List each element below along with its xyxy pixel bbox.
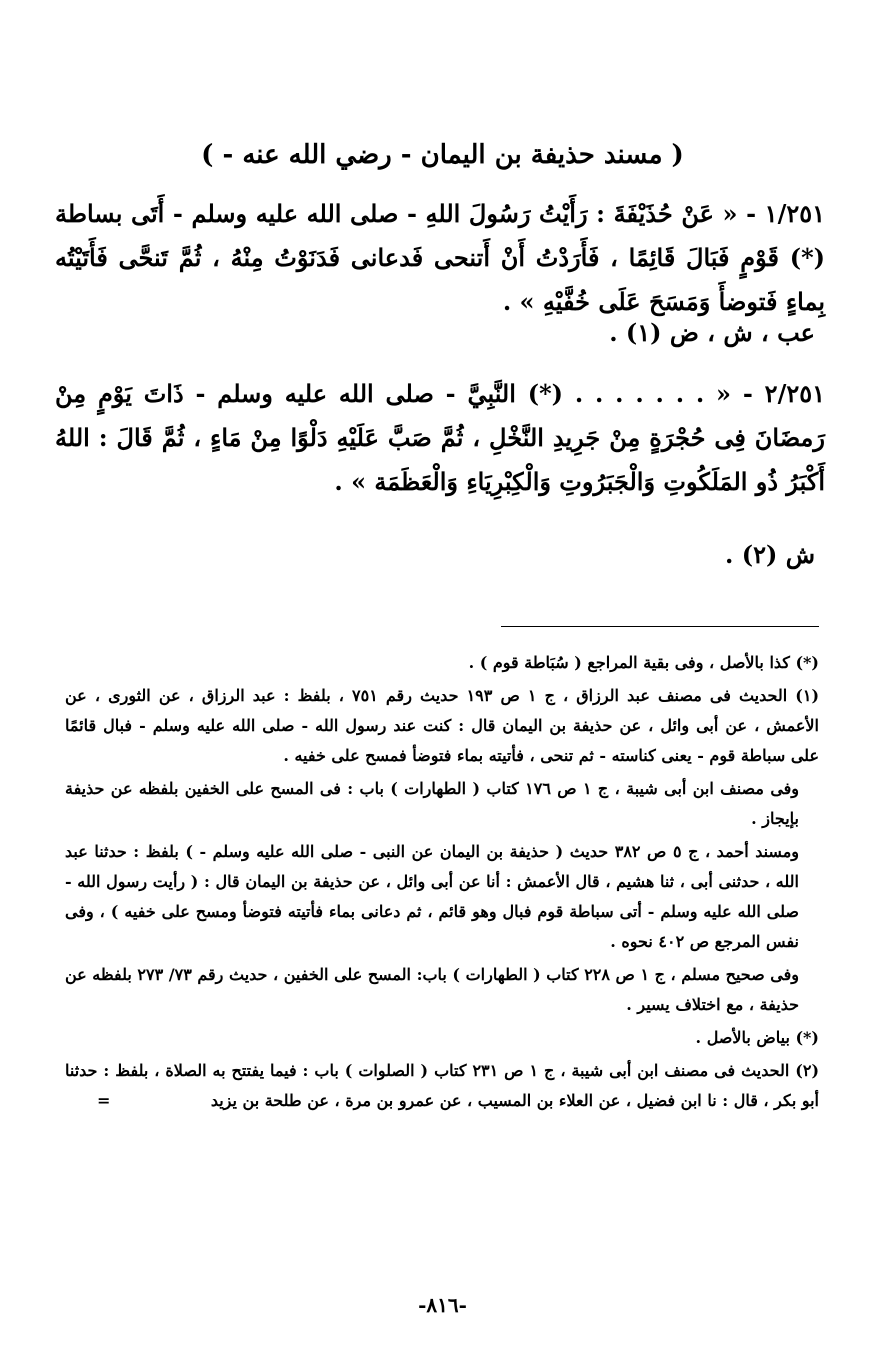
footnotes — [65, 648, 819, 1119]
hadith-2-text: ٢/٢٥١ - « . . . . . . . (*) النَّبِيَّ - صلى الله عليه وسلم - ذَاتَ يَوْمٍ مِنْ رَمضَانَ فِى حُجْرَةٍ مِنْ جَرِيدِ النَّخْلِ ، ثُمَّ صَبَّ عَلَيْهِ دَلْوًا مِنْ مَاءٍ ، ثُمَّ قَالَ : اللهُ أَكْبَرُ ذُو المَلَكُوتِ وَالْجَبَرُوتِ وَالْكِبْرِيَاءِ وَالْعَظَمَة » . — [55, 379, 825, 496]
footnote-asterisk-1: (*) كذا بالأصل ، وفى بقية المراجع ( سُبَاطة قوم ) . — [468, 653, 819, 672]
hadith-2-sources: ش (٢) . — [725, 540, 815, 569]
footnote-2-text: (٢) الحديث فى مصنف ابن أبى شيبة ، ج ١ ص ٢٣١ كتاب ( الصلوات ) باب : فيما يفتتح به الصلاة ، بلفظ : حدثنا أبو بكر ، قال : نا ابن فضيل ، عن العلاء بن المسيب ، عن عمرو بن مرة ، عن طلحة بن يزيد — [65, 1061, 820, 1110]
footnote-2 — [65, 1056, 819, 1116]
footnote-divider — [501, 626, 819, 627]
page-title: ( مسند حذيفة بن اليمان - رضي الله عنه - ) — [201, 140, 684, 170]
hadith-1-sources: عب ، ش ، ض (١) . — [609, 318, 815, 347]
footnote-1-ibn-abi-shayba: وفى مصنف ابن أبى شيبة ، ج ١ ص ١٧٦ كتاب ( الطهارات ) باب : فى المسح على الخفين بلفظه عن حذيفة بإيجاز . — [65, 779, 800, 828]
footnote-1-muslim: وفى صحيح مسلم ، ج ١ ص ٢٢٨ كتاب ( الطهارات ) باب: المسح على الخفين ، حديث رقم ٧٣/ ٢٧٣ بلفظه عن حذيفة ، مع اختلاف يسير . — [65, 965, 799, 1014]
hadith-1-text: ١/٢٥١ - « عَنْ حُذَيْفَةَ : رَأَيْتُ رَسُولَ اللهِ - صلى الله عليه وسلم - أَتَى بساطة (*) قَوْمٍ فَبَالَ قَائِمًا ، فَأَرَدْتُ أَنْ أَتنحى فَدعانى فَدَنَوْتُ مِنْهُ ، ثُمَّ تَنحَّى فَأَتَيْتُه بِماءٍ فَتوضأَ وَمَسَحَ عَلَى خُفَّيْهِ » . — [55, 199, 826, 316]
continuation-mark: = — [97, 1091, 111, 1110]
page-number: -٨١٦- — [418, 1293, 467, 1317]
footnote-1-ahmad: ومسند أحمد ، ج ٥ ص ٣٨٢ حديث ( حذيفة بن اليمان عن النبى - صلى الله عليه وسلم - ) بلفظ : حدثنا عبد الله ، حدثنى أبى ، ثنا هشيم ، قال الأعمش : أنا عن أبى وائل ، عن حذيفة بن اليمان قال : ( رأيت رسول الله - صلى الله عليه وسلم - أتى سباطة قوم فبال وهو قائم ، ثم دعانى بماء فأتيته فتوضأ ومسح على خفيه ) ، وفى نفس المرجع ص ٤٠٢ نحوه . — [65, 842, 799, 951]
footnote-1: (١) الحديث فى مصنف عبد الرزاق ، ج ١ ص ١٩٣ حديث رقم ٧٥١ ، بلفظ : عبد الرزاق ، عن الثورى ، عن الأعمش ، عن أبى وائل ، عن حذيفة بن اليمان قال : كنت عند رسول الله - صلى الله عليه وسلم - فبال قائمًا على سباطة قوم - يعنى كناسته - ثم تنحى ، فأتيته بماء فتوضأ فمسح على خفيه . — [65, 686, 820, 765]
footnote-asterisk-2: (*) بياض بالأصل . — [695, 1028, 819, 1047]
